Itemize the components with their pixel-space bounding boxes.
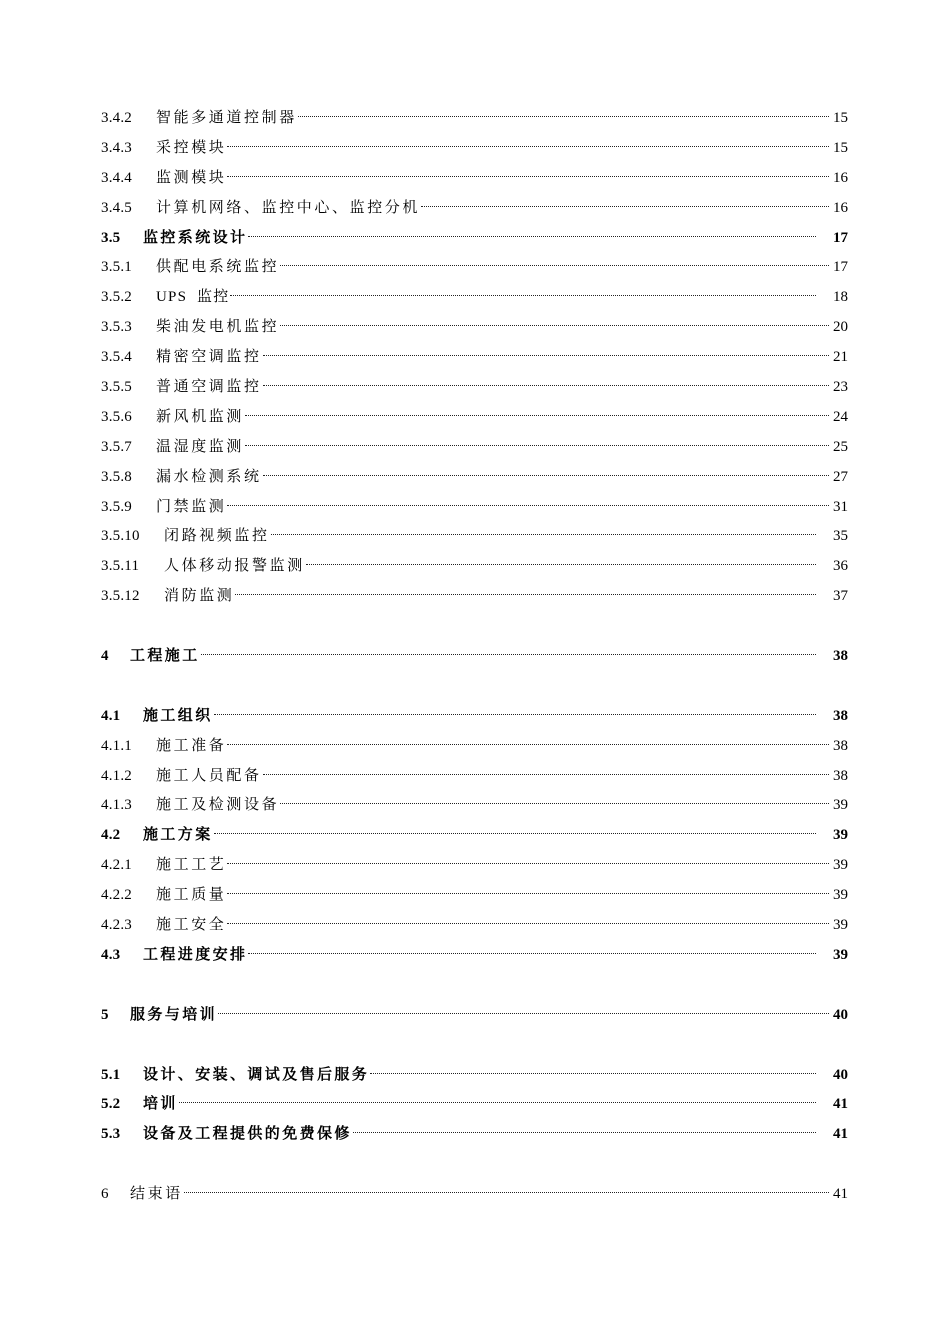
table-of-contents [101, 104, 848, 1210]
toc-entry[interactable] [101, 791, 848, 821]
toc-entry-page: 41 [833, 1186, 848, 1203]
toc-entry-title: 消防监测 [164, 588, 235, 605]
toc-dot-leader [306, 564, 816, 565]
toc-entry-page: 40 [833, 1066, 848, 1083]
toc-entry-number: 3.4.3 [101, 139, 132, 156]
toc-entry-number: 3.5.9 [101, 498, 132, 515]
toc-dot-leader [280, 325, 829, 326]
toc-entry-page: 16 [833, 199, 848, 216]
toc-entry[interactable] [101, 1120, 848, 1150]
toc-entry[interactable] [101, 343, 848, 373]
toc-entry-title: 计算机网络、监控中心、监控分机 [156, 199, 421, 216]
toc-entry[interactable] [101, 941, 848, 971]
toc-entry-title: 施工组织 [143, 707, 213, 724]
toc-entry-number: 3.5.4 [101, 349, 132, 366]
toc-entry-number: 5.2 [101, 1096, 121, 1113]
toc-entry-number: 4.1 [101, 707, 121, 724]
toc-entry-title: 服务与培训 [130, 1006, 218, 1023]
toc-entry-number: 3.5.8 [101, 468, 132, 485]
toc-entry[interactable] [101, 493, 848, 523]
toc-entry-page: 38 [833, 707, 848, 724]
toc-entry-title: 监测模块 [156, 169, 227, 186]
toc-entry-title: 施工工艺 [156, 857, 227, 874]
toc-dot-leader [218, 1013, 829, 1014]
toc-entry[interactable] [101, 224, 848, 254]
toc-entry-title: 精密空调监控 [156, 349, 262, 366]
toc-spacer [101, 1150, 848, 1180]
toc-dot-leader [263, 355, 829, 356]
toc-entry[interactable] [101, 104, 848, 134]
toc-dot-leader [263, 385, 829, 386]
toc-entry[interactable] [101, 582, 848, 612]
toc-dot-leader [235, 594, 816, 595]
toc-entry-page: 16 [833, 169, 848, 186]
toc-entry-title: 设计、安装、调试及售后服务 [143, 1066, 370, 1083]
toc-entry-page: 38 [833, 737, 848, 754]
toc-dot-leader [227, 176, 829, 177]
toc-dot-leader [184, 1192, 829, 1193]
toc-entry[interactable] [101, 821, 848, 851]
toc-dot-leader [179, 1102, 816, 1103]
toc-entry-page: 40 [833, 1006, 848, 1023]
toc-entry-number: 4.3 [101, 946, 121, 963]
toc-entry-number: 3.5.5 [101, 379, 132, 396]
toc-entry-number: 6 [101, 1186, 109, 1203]
toc-dot-leader [227, 505, 829, 506]
toc-entry-page: 15 [833, 139, 848, 156]
toc-entry-number: 3.5.2 [101, 289, 132, 306]
toc-entry-title: 新风机监测 [156, 408, 245, 425]
toc-spacer [101, 971, 848, 1001]
toc-entry-page: 18 [833, 289, 848, 306]
toc-entry-page: 20 [833, 319, 848, 336]
toc-entry-page: 39 [833, 917, 848, 934]
toc-spacer [101, 612, 848, 642]
toc-entry-page: 31 [833, 498, 848, 515]
toc-entry[interactable] [101, 313, 848, 343]
toc-entry-page: 39 [833, 857, 848, 874]
toc-dot-leader [298, 116, 829, 117]
toc-dot-leader [227, 744, 829, 745]
toc-dot-leader [263, 475, 829, 476]
toc-entry-number: 4.1.1 [101, 737, 132, 754]
toc-dot-leader [353, 1132, 816, 1133]
toc-entry[interactable] [101, 134, 848, 164]
toc-dot-leader [248, 236, 816, 237]
toc-entry-number: 3.4.2 [101, 110, 132, 126]
toc-entry-number: 5.1 [101, 1066, 121, 1083]
toc-entry-page: 39 [833, 946, 848, 963]
toc-entry[interactable] [101, 164, 848, 194]
toc-dot-leader [421, 206, 829, 207]
toc-entry-title: 设备及工程提供的免费保修 [143, 1126, 352, 1143]
toc-entry-page: 36 [833, 558, 848, 575]
toc-entry-title: 施工质量 [156, 887, 227, 904]
toc-entry[interactable] [101, 283, 848, 313]
toc-entry-number: 3.5 [101, 229, 121, 246]
toc-entry-title: 采控模块 [156, 139, 227, 156]
toc-entry-title: 普通空调监控 [156, 379, 262, 396]
toc-entry-page: 24 [833, 408, 848, 425]
toc-entry-title: 施工人员配备 [156, 767, 262, 784]
toc-entry[interactable] [101, 522, 848, 552]
toc-entry-page: 39 [833, 887, 848, 904]
toc-entry-title: 智能多通道控制器 [156, 110, 297, 126]
toc-entry[interactable] [101, 702, 848, 732]
toc-entry-page: 41 [833, 1126, 848, 1143]
toc-entry-page: 38 [833, 767, 848, 784]
toc-entry-title: 培训 [143, 1096, 178, 1113]
toc-entry-title: 人体移动报警监测 [164, 558, 305, 575]
toc-entry[interactable] [101, 762, 848, 792]
toc-entry-title: UPS 监控 [156, 289, 230, 306]
toc-entry[interactable] [101, 881, 848, 911]
toc-entry-title: 闭路视频监控 [164, 528, 270, 545]
toc-entry-page: 35 [833, 528, 848, 545]
toc-entry-number: 3.5.7 [101, 438, 132, 455]
toc-entry-title: 施工方案 [143, 827, 213, 844]
toc-entry[interactable] [101, 1061, 848, 1091]
toc-entry-page: 39 [833, 797, 848, 814]
toc-dot-leader [271, 534, 816, 535]
toc-entry-number: 3.5.3 [101, 319, 132, 336]
toc-dot-leader [214, 714, 816, 715]
toc-entry-number: 3.5.11 [101, 558, 140, 575]
toc-entry-number: 4.2.1 [101, 857, 132, 874]
toc-entry-page: 25 [833, 438, 848, 455]
toc-dot-leader [280, 803, 829, 804]
toc-entry-page: 15 [833, 110, 848, 126]
toc-entry-number: 3.4.4 [101, 169, 132, 186]
toc-entry[interactable] [101, 911, 848, 941]
toc-dot-leader [248, 953, 816, 954]
toc-entry[interactable] [101, 642, 848, 672]
toc-dot-leader [245, 415, 829, 416]
toc-entry-page: 17 [833, 229, 848, 246]
toc-entry-title: 监控系统设计 [143, 229, 248, 246]
toc-dot-leader [214, 833, 816, 834]
toc-entry-title: 施工安全 [156, 917, 227, 934]
toc-spacer [101, 1031, 848, 1061]
toc-entry-page: 21 [833, 349, 848, 366]
toc-entry[interactable] [101, 373, 848, 403]
toc-entry-number: 3.5.10 [101, 528, 140, 545]
toc-entry-title: 施工及检测设备 [156, 797, 280, 814]
toc-entry[interactable] [101, 463, 848, 493]
toc-entry-number: 5 [101, 1006, 109, 1023]
toc-entry[interactable] [101, 732, 848, 762]
toc-entry-page: 17 [833, 259, 848, 276]
toc-entry-number: 4.2.3 [101, 917, 132, 934]
toc-dot-leader [280, 265, 829, 266]
toc-dot-leader [370, 1073, 816, 1074]
toc-entry-page: 38 [833, 648, 848, 665]
toc-entry-number: 4.1.2 [101, 767, 132, 784]
toc-entry-title: 结束语 [130, 1186, 183, 1203]
toc-dot-leader [227, 863, 829, 864]
toc-entry[interactable] [101, 1090, 848, 1120]
toc-dot-leader [245, 445, 829, 446]
toc-entry-number: 3.5.12 [101, 588, 140, 605]
toc-dot-leader [263, 774, 829, 775]
toc-entry-number: 4 [101, 648, 109, 665]
toc-entry-number: 4.1.3 [101, 797, 132, 814]
toc-entry[interactable] [101, 253, 848, 283]
toc-entry-page: 39 [833, 827, 848, 844]
toc-entry-title: 施工准备 [156, 737, 227, 754]
toc-entry-title: 工程进度安排 [143, 946, 248, 963]
toc-entry-title: 漏水检测系统 [156, 468, 262, 485]
toc-dot-leader [227, 923, 829, 924]
toc-entry-title: 温湿度监测 [156, 438, 245, 455]
toc-dot-leader [201, 654, 816, 655]
toc-entry-title: 门禁监测 [156, 498, 227, 515]
toc-entry-number: 4.2.2 [101, 887, 132, 904]
toc-entry-page: 27 [833, 468, 848, 485]
toc-entry-title: 柴油发电机监控 [156, 319, 280, 336]
toc-entry-number: 3.4.5 [101, 199, 132, 216]
toc-entry[interactable] [101, 433, 848, 463]
toc-dot-leader [230, 295, 816, 296]
toc-entry[interactable] [101, 851, 848, 881]
toc-entry-number: 4.2 [101, 827, 121, 844]
toc-entry-page: 41 [833, 1096, 848, 1113]
toc-entry[interactable] [101, 1001, 848, 1031]
toc-entry-page: 23 [833, 379, 848, 396]
toc-dot-leader [227, 146, 829, 147]
toc-entry-number: 5.3 [101, 1126, 121, 1143]
toc-entry[interactable] [101, 1180, 848, 1210]
toc-entry-title: 工程施工 [130, 648, 200, 665]
toc-dot-leader [227, 893, 829, 894]
toc-entry-page: 37 [833, 588, 848, 605]
toc-entry-number: 3.5.6 [101, 408, 132, 425]
toc-entry[interactable] [101, 403, 848, 433]
toc-entry[interactable] [101, 552, 848, 582]
toc-spacer [101, 672, 848, 702]
toc-entry-number: 3.5.1 [101, 259, 132, 276]
toc-entry-title: 供配电系统监控 [156, 259, 280, 276]
toc-entry[interactable] [101, 194, 848, 224]
